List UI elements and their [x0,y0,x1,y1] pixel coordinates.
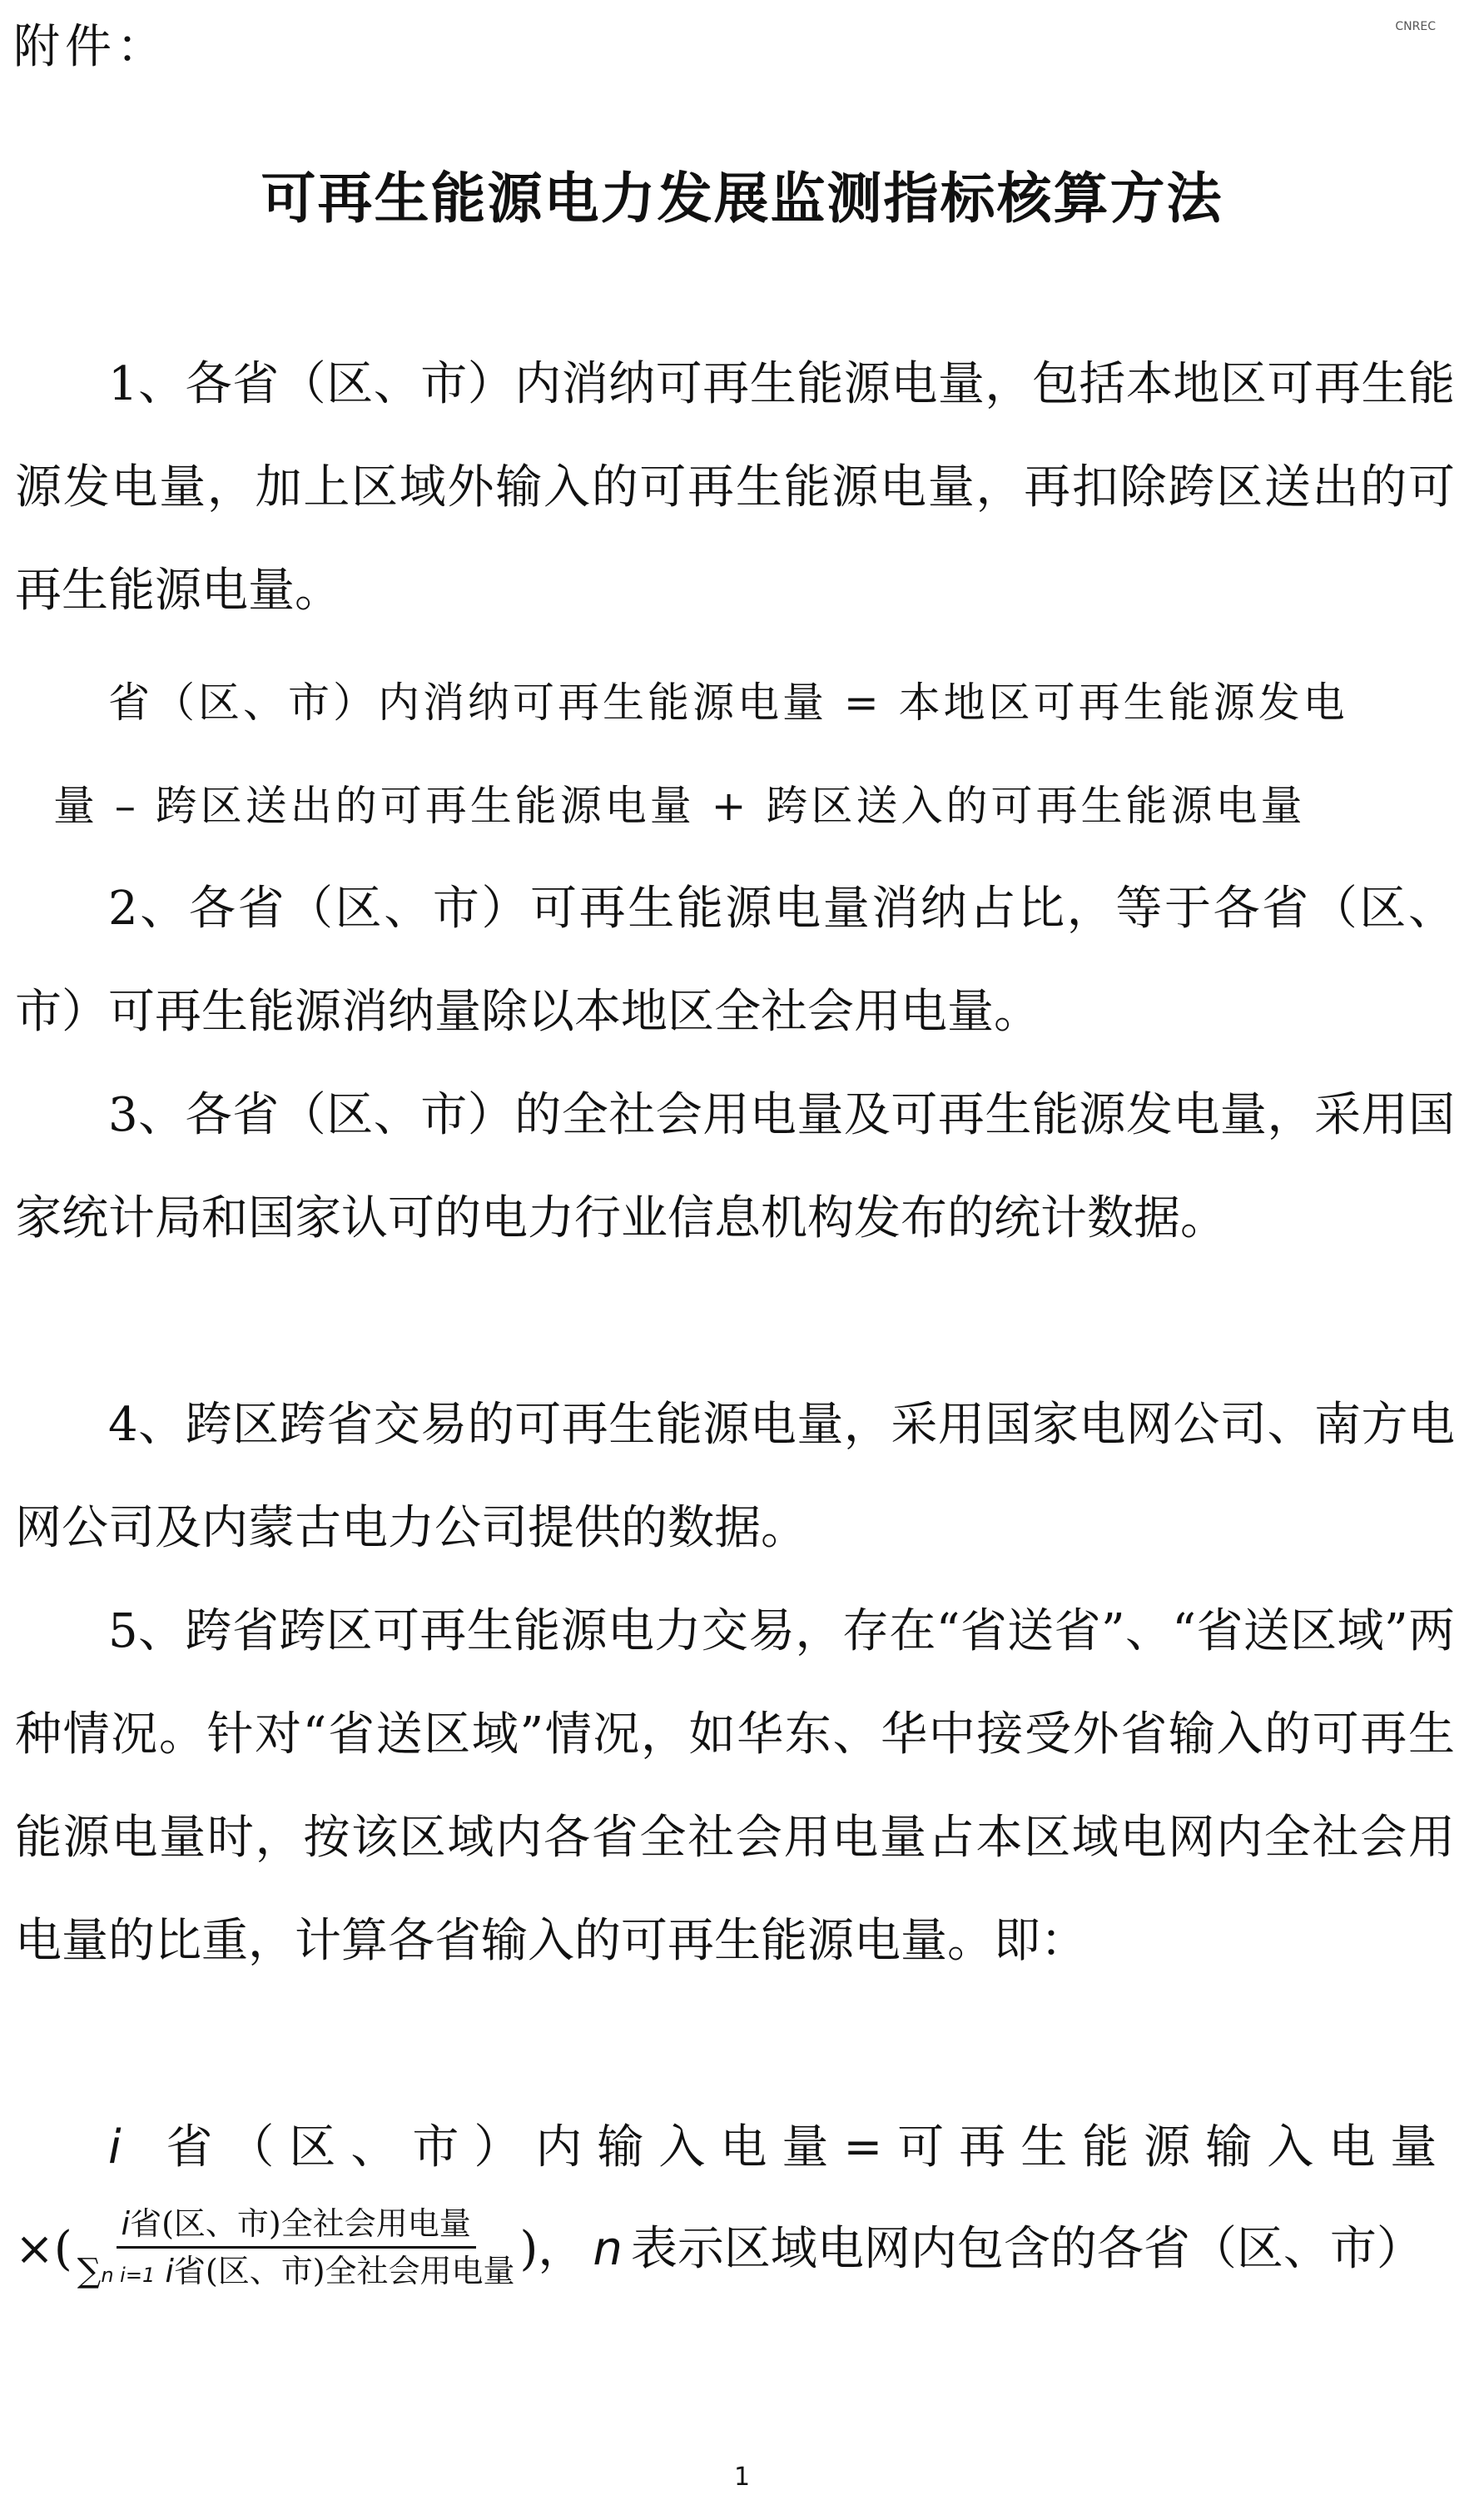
paragraph-5: 5、跨省跨区可再生能源电力交易，存在“省送省”、“省送区域”两种情况。针对“省送区域”情况，如华东、华中接受外省输入的可再生能源电量时，按该区域内各省全社会用电量占本区域电网内全社会用电量的比重，计算各省输入的可再生能源电量。即： [15,1604,1455,1968]
paragraph-3: 3、各省（区、市）的全社会用电量及可再生能源发电量，采用国家统计局和国家认可的电力行业信息机构发布的统计数据。 [15,1088,1455,1245]
formula-line-2 [15,2198,1455,2301]
formula-line-1 [15,2096,1455,2199]
formula-note: 表示区域电网内包含的各省（区、市） [630,2222,1423,2276]
numerator-var-i: i [121,2205,131,2242]
attachment-label: 附件： [13,20,168,74]
paragraph-4: 4、跨区跨省交易的可再生能源电量，采用国家电网公司、南方电网公司及内蒙古电力公司提供的数据。 [15,1398,1455,1555]
watermark-logo-text: CNREC [1395,20,1436,33]
denominator-var-i: i [165,2253,174,2289]
formula-times: × [15,2222,54,2276]
formula-open-paren: ( [53,2222,72,2276]
denominator-text: 省(区、市)全社会用电量 [173,2253,515,2289]
page-title: 可再生能源电力发展监测指标核算方法 [261,167,1223,231]
numerator-text: 省(区、市)全社会用电量 [130,2205,471,2242]
sum-range: n i=1 [101,2264,156,2287]
paragraph-2: 2、各省（区、市）可再生能源电量消纳占比，等于各省（区、市）可再生能源消纳量除以本地区全社会用电量。 [15,882,1455,1039]
page-number: 1 [733,2463,751,2492]
paragraph-1: 1、各省（区、市）内消纳可再生能源电量，包括本地区可再生能源发电量，加上区域外输入的可再生能源电量，再扣除跨区送出的可再生能源电量。 [15,357,1455,618]
equation-1-line-2: 量 – 跨区送出的可再生能源电量 + 跨区送入的可再生能源电量 [53,782,1306,830]
formula-numerator [117,2203,476,2249]
formula-var-i: i [108,2120,136,2174]
formula-denominator [72,2249,520,2296]
formula-text-1: 省（区、市）内输入电量=可再生能源输入电量 [166,2120,1452,2174]
sigma-symbol: ∑ [77,2252,102,2290]
formula-fraction [72,2203,520,2296]
formula-close-paren: )， [519,2222,585,2276]
equation-1-line-1: 省（区、市）内消纳可再生能源电量 = 本地区可再生能源发电 [108,678,1348,727]
formula-var-n: n [593,2222,623,2276]
